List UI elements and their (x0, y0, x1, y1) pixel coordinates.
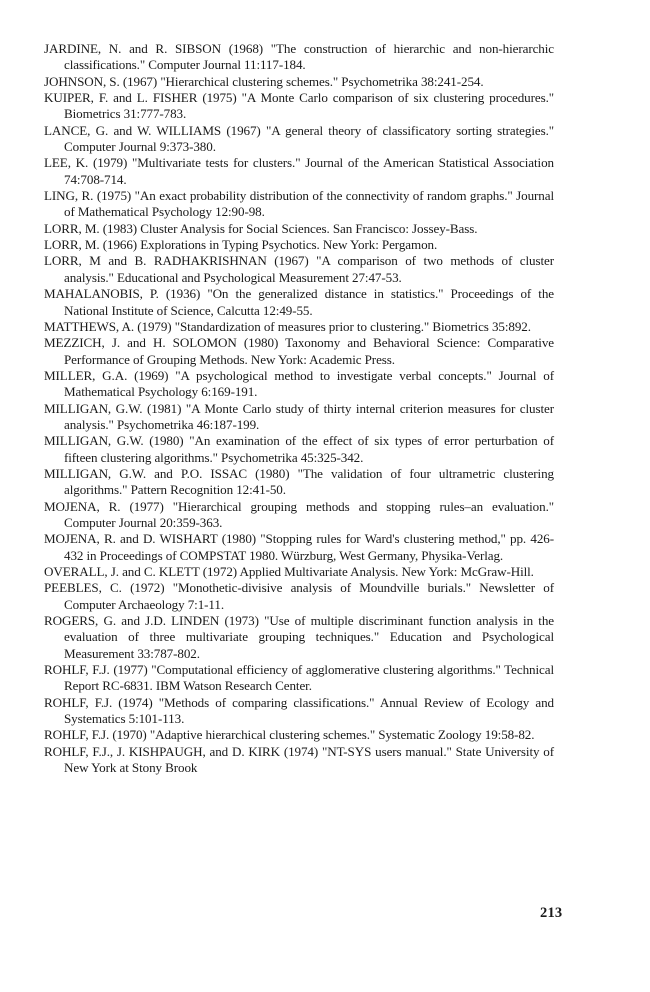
reference-entry: LEE, K. (1979) "Multivariate tests for clusters." Journal of the American Statistical Association 74:708-714. (44, 155, 554, 187)
reference-list (44, 41, 554, 776)
reference-entry: MILLIGAN, G.W. (1980) "An examination of the effect of six types of error perturbation of fifteen clustering algorithms." Psychometrika 45:325-342. (44, 433, 554, 465)
reference-entry: ROHLF, F.J. (1977) "Computational efficiency of agglomerative clustering algorithms." Technical Report RC-6831. IBM Watson Research Center. (44, 662, 554, 694)
reference-entry: OVERALL, J. and C. KLETT (1972) Applied Multivariate Analysis. New York: McGraw-Hill. (44, 564, 534, 579)
reference-entry: MOJENA, R. and D. WISHART (1980) "Stopping rules for Ward's clustering method," pp. 426-432 in Proceedings of COMPSTAT 1980. Würzburg, West Germany, Physika-Verlag. (44, 531, 554, 563)
reference-entry: ROHLF, F.J., J. KISHPAUGH, and D. KIRK (1974) "NT-SYS users manual." State University of New York at Stony Brook (44, 743, 554, 776)
reference-entry: LORR, M. (1983) Cluster Analysis for Social Sciences. San Francisco: Jossey-Bass. (44, 220, 478, 236)
reference-entry: LORR, M. (1966) Explorations in Typing Psychotics. New York: Pergamon. (44, 237, 438, 253)
reference-entry: LANCE, G. and W. WILLIAMS (1967) "A general theory of classificatory sorting strategies." Computer Journal 9:373-380. (44, 122, 554, 155)
reference-entry: JOHNSON, S. (1967) "Hierarchical clustering schemes." Psychometrika 38:241-254. (44, 73, 484, 89)
reference-entry: PEEBLES, C. (1972) "Monothetic-divisive analysis of Moundville burials." Newsletter of Computer Archaeology 7:1-11. (44, 580, 554, 612)
reference-entry: ROHLF, F.J. (1974) "Methods of comparing classifications." Annual Review of Ecology and Systematics 5:101-113. (44, 694, 554, 727)
reference-entry: MILLIGAN, G.W. (1981) "A Monte Carlo study of thirty internal criterion measures for cluster analysis." Psychometrika 46:187-199. (44, 400, 554, 432)
page-number: 213 (540, 905, 563, 921)
reference-entry: ROHLF, F.J. (1970) "Adaptive hierarchical clustering schemes." Systematic Zoology 19:58-82. (44, 727, 535, 743)
reference-entry: MATTHEWS, A. (1979) "Standardization of measures prior to clustering." Biometrics 35:892. (44, 318, 531, 334)
reference-entry: LORR, M and B. RADHAKRISHNAN (1967) "A comparison of two methods of cluster analysis." Educational and Psychological Measurement 27:47-53. (44, 253, 554, 285)
reference-entry: JARDINE, N. and R. SIBSON (1968) "The construction of hierarchic and non-hierarchic classifications." Computer Journal 11:117-184. (44, 41, 554, 73)
reference-entry: KUIPER, F. and L. FISHER (1975) "A Monte Carlo comparison of six clustering procedures." Biometrics 31:777-783. (44, 90, 554, 122)
reference-entry: MILLIGAN, G.W. and P.O. ISSAC (1980) "The validation of four ultrametric clustering algorithms." Pattern Recognition 12:41-50. (44, 465, 554, 498)
reference-entry: MAHALANOBIS, P. (1936) "On the generalized distance in statistics." Proceedings of the National Institute of Science, Calcutta 12:49-55. (44, 286, 554, 318)
reference-entry: LING, R. (1975) "An exact probability distribution of the connectivity of random graphs." Journal of Mathematical Psychology 12:90-98. (44, 188, 554, 220)
reference-entry: MEZZICH, J. and H. SOLOMON (1980) Taxonomy and Behavioral Science: Comparative Performance of Grouping Methods. New York: Academic Press. (44, 335, 554, 367)
reference-entry: ROGERS, G. and J.D. LINDEN (1973) "Use of multiple discriminant function analysis in the evaluation of three multivariate grouping techniques." Education and Psychological Measurement 33:787-802. (44, 613, 554, 661)
reference-entry: MILLER, G.A. (1969) "A psychological method to investigate verbal concepts." Journal of Mathematical Psychology 6:169-191. (44, 367, 554, 400)
reference-entry: MOJENA, R. (1977) "Hierarchical grouping methods and stopping rules–an evaluation." Computer Journal 20:359-363. (44, 498, 554, 530)
